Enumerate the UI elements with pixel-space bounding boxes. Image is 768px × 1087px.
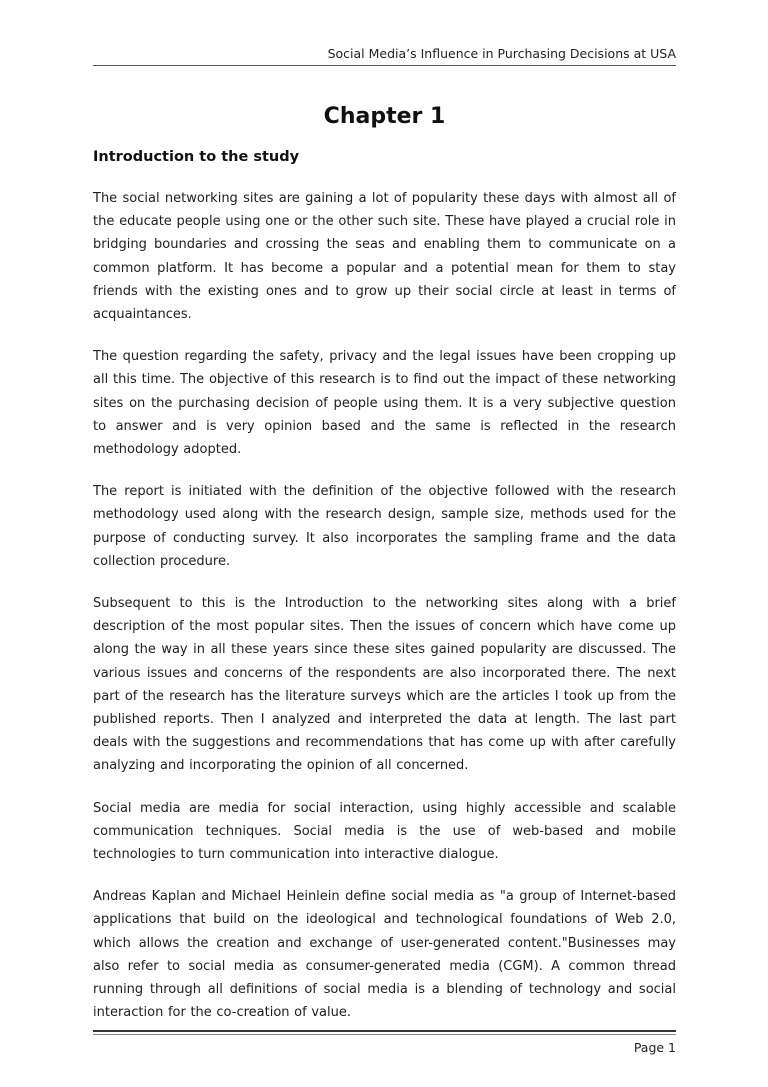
paragraph: Subsequent to this is the Introduction to the networking sites along with a brief description of the most popular sites. Then the issues of concern which have come up along the way in all these years since these sites gained popularity are discussed. The various issues and concerns of the respondents are also incorporated there. The next part of the research has the literature surveys which are the articles I took up from the published reports. Then I analyzed and interpreted the data at length. The last part deals with the suggestions and recommendations that has come up with after carefully analyzing and incorporating the opinion of all concerned.: [93, 596, 676, 774]
paragraph: Andreas Kaplan and Michael Heinlein define social media as "a group of Internet-based applications that build on the ideological and technological foundations of Web 2.0, which allows the creation and exchange of user-generated content."Businesses may also refer to social media as consumer-generated media (CGM). A common thread running through all definitions of social media is a blending of technology and social interaction for the co-creation of value.: [93, 889, 676, 1021]
paragraph: Social media are media for social interaction, using highly accessible and scalable communication techniques. Social media is the use of web-based and mobile technologies to turn communication into interactive dialogue.: [93, 800, 676, 863]
section-heading: Introduction to the study: [93, 149, 300, 165]
paragraph: The report is initiated with the definition of the objective followed with the research methodology used along with the research design, sample size, methods used for the purpose of conducting survey. It also incorporates the sampling frame and the data collection procedure.: [93, 484, 676, 569]
paragraph: The social networking sites are gaining a lot of popularity these days with almost all of the educate people using one or the other such site. These have played a crucial role in bridging boundaries and crossing the seas and enabling them to communicate on a common platform. It has become a popular and a potential mean for them to stay friends with the existing ones and to grow up their social circle at least in terms of acquaintances.: [93, 191, 676, 323]
header-divider: [93, 65, 676, 66]
body-text: [93, 187, 676, 1044]
running-header: Social Media’s Influence in Purchasing Decisions at USA: [327, 46, 676, 61]
footer-divider-thin: [93, 1034, 676, 1035]
paragraph: The question regarding the safety, privacy and the legal issues have been cropping up all this time. The objective of this research is to find out the impact of these networking sites on the purchasing decision of people using them. It is a very subjective question to answer and is very opinion based and the same is reflected in the research methodology adopted.: [93, 349, 676, 458]
footer-divider: [93, 1030, 676, 1032]
page-number: Page 1: [633, 1040, 676, 1055]
chapter-title: Chapter 1: [323, 104, 446, 129]
